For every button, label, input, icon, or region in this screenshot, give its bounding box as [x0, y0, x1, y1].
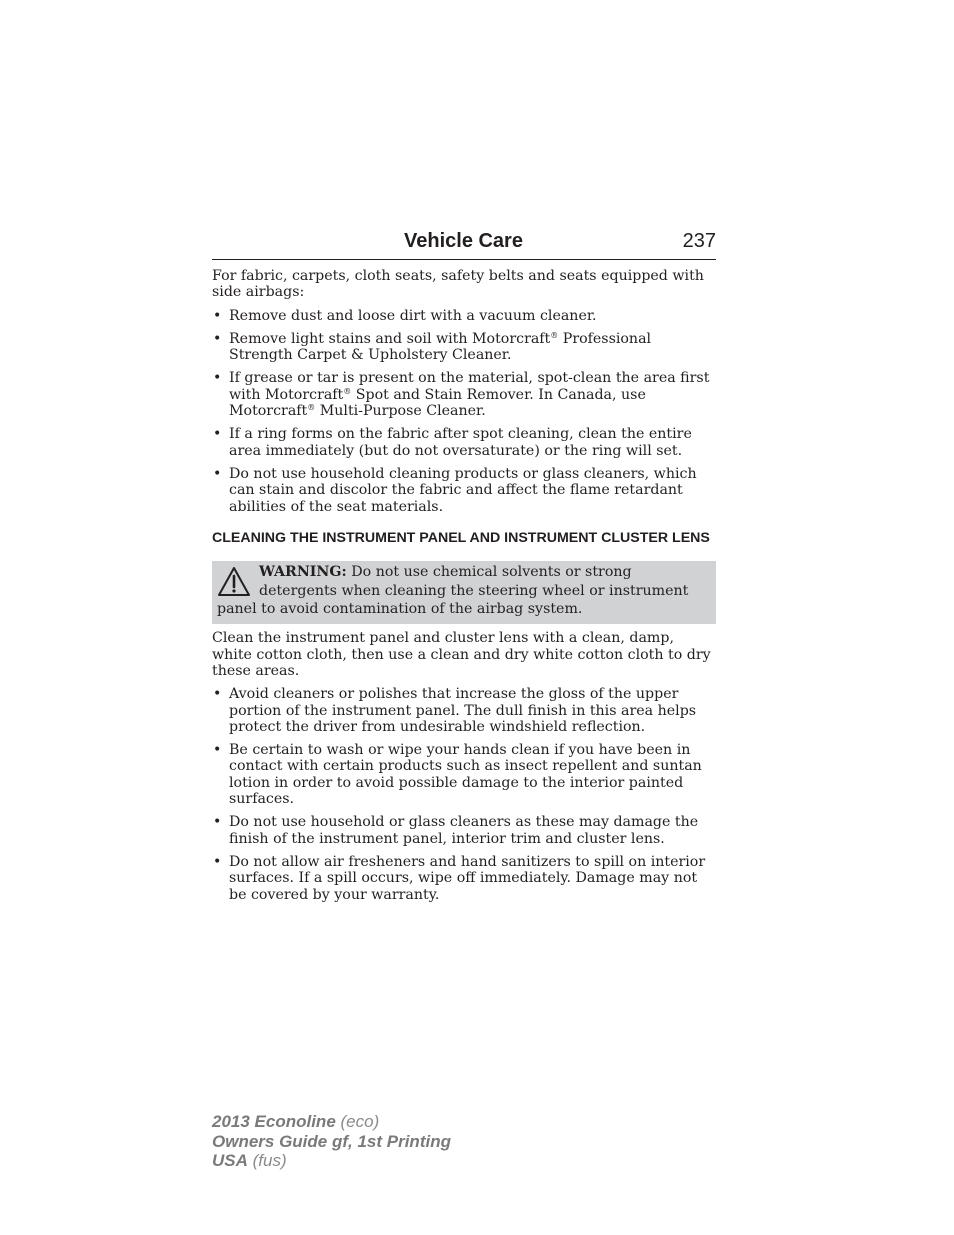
warning-label: WARNING:: [259, 564, 347, 581]
footer-model-code: (eco): [340, 1112, 380, 1131]
footer-market-line: [212, 1151, 451, 1171]
footer-guide: Owners Guide gf, 1st Printing: [212, 1131, 451, 1151]
page-content: [212, 268, 716, 910]
section-heading: CLEANING THE INSTRUMENT PANEL AND INSTRUMENT CLUSTER LENS: [212, 529, 710, 546]
list-item: • If a ring forms on the fabric after spot cleaning, clean the entire area immediately (but do not oversaturate) or the ring will set.: [212, 426, 716, 459]
list-item: • Do not use household cleaning products or glass cleaners, which can stain and discolor the fabric and affect the flame retardant abilities of the seat materials.: [212, 466, 716, 515]
fabric-cleaning-list: [212, 308, 716, 515]
list-item: • Be certain to wash or wipe your hands clean if you have been in contact with certain products such as insect repellent and suntan lotion in order to avoid possible damage to the interior painted surfaces.: [212, 742, 716, 807]
footer-model: 2013 Econoline: [212, 1112, 336, 1131]
list-item: • Remove light stains and soil with Motorcraft® Professional Strength Carpet & Upholstery Cleaner.: [212, 331, 716, 364]
panel-cleaning-list: [212, 686, 716, 903]
list-item: • If grease or tar is present on the material, spot-clean the area first with Motorcraft® Spot and Stain Remover. In Canada, use Motorcraft® Multi-Purpose Cleaner.: [212, 370, 716, 419]
footer-market-code: (fus): [252, 1151, 287, 1170]
list-item: • Do not use household or glass cleaners as these may damage the finish of the instrument panel, interior trim and cluster lens.: [212, 814, 716, 847]
warning-text: Do not use chemical solvents or strong detergents when cleaning the steering wheel or instrument panel to avoid contamination of the airbag system.: [217, 564, 689, 618]
page-header: [212, 228, 716, 260]
list-item: • Remove dust and loose dirt with a vacuum cleaner.: [212, 308, 716, 324]
list-item: • Avoid cleaners or polishes that increase the gloss of the upper portion of the instrument panel. The dull finish in this area helps protect the driver from undesirable windshield reflection.: [212, 686, 716, 735]
page-number: 237: [682, 230, 716, 252]
footer-guide-line: [212, 1132, 451, 1152]
list-item: • Do not allow air fresheners and hand sanitizers to spill on interior surfaces. If a spill occurs, wipe off immediately. Damage may not be covered by your warranty.: [212, 854, 716, 903]
chapter-title: Vehicle Care: [404, 230, 523, 252]
warning-triangle-icon: [217, 566, 251, 598]
footer-market: USA: [212, 1151, 248, 1170]
warning-box: [212, 561, 716, 624]
page-footer: [212, 1112, 451, 1171]
panel-cleaning-paragraph: Clean the instrument panel and cluster lens with a clean, damp, white cotton cloth, then use a clean and dry white cotton cloth to dry these areas.: [212, 630, 711, 679]
intro-paragraph: For fabric, carpets, cloth seats, safety belts and seats equipped with side airbags:: [212, 268, 704, 301]
footer-model-line: [212, 1112, 451, 1132]
